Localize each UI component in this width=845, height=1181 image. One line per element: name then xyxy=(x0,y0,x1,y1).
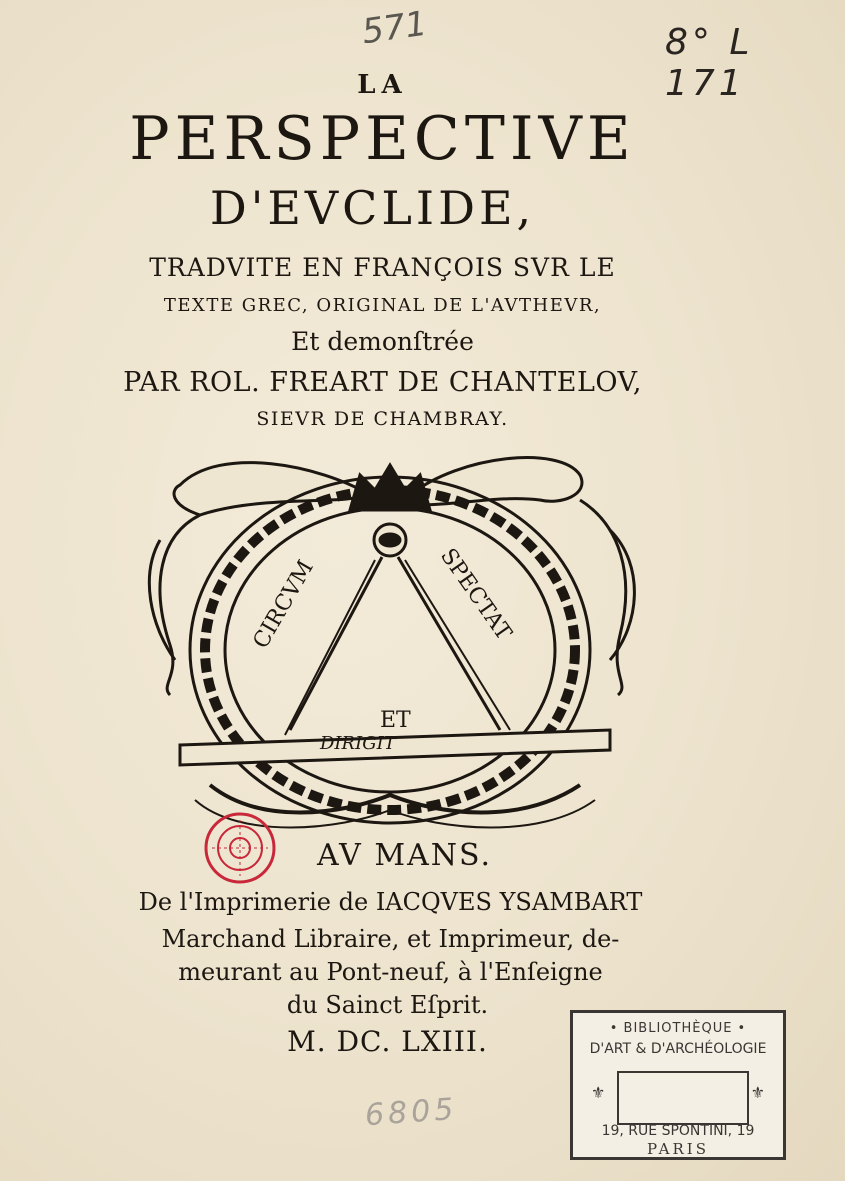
title-line-perspective: PERSPECTIVE xyxy=(129,104,636,174)
title-line-texte-grec: TEXTE GREC, ORIGINAL DE L'AVTHEVR, xyxy=(163,295,602,316)
manuscript-number-bottom: 6805 xyxy=(363,1091,459,1134)
imprint-date: M. DC. LXIII. xyxy=(287,1025,488,1058)
imprint-line-sign: du Sainct Eſprit. xyxy=(286,991,489,1019)
imprint-city: AV MANS. xyxy=(316,838,493,873)
stamp-line-paris: PARIS xyxy=(646,1140,710,1158)
stamp-inner-box xyxy=(617,1071,749,1125)
title-line-demonstree: Et demonſtrée xyxy=(291,327,474,356)
title-line-euclide: D'EVCLIDE, xyxy=(209,181,536,235)
author-title-line: SIEVR DE CHAMBRAY. xyxy=(256,408,509,430)
ornament-icon: ⚜ xyxy=(750,1083,765,1102)
shelfmark: 8° L 171 xyxy=(665,22,754,104)
imprint-line-address: meurant au Pont-neuf, à l'Enſeigne xyxy=(178,958,603,986)
ornament-icon: ⚜ xyxy=(591,1083,606,1102)
author-line: PAR ROL. FREART DE CHANTELOV, xyxy=(123,367,642,398)
motto-bottom: DIRIGIT xyxy=(320,733,396,754)
motto-right: SPECTAT xyxy=(435,544,517,645)
imprint-line-printer: De l'Imprimerie de IACQVES YSAMBART xyxy=(138,888,643,916)
stamp-line-bibliotheque: • BIBLIOTHÈQUE • xyxy=(609,1021,747,1036)
imprint-line-marchand: Marchand Libraire, et Imprimeur, de- xyxy=(161,925,620,953)
stamp-line-art-archeologie: D'ART & D'ARCHÉOLOGIE xyxy=(589,1041,767,1057)
motto-center: ET xyxy=(380,708,411,733)
stamp-line-address: 19, RUE SPONTINI, 19 xyxy=(601,1123,755,1139)
title-line-la: LA xyxy=(357,70,408,100)
title-line-traduite: TRADVITE EN FRANÇOIS SVR LE xyxy=(149,253,616,282)
compass-eye-wreath-icon xyxy=(140,445,650,840)
library-stamp xyxy=(570,1010,786,1160)
motto-left: CIRCVM xyxy=(248,556,319,653)
manuscript-number-top: 571 xyxy=(359,3,430,53)
